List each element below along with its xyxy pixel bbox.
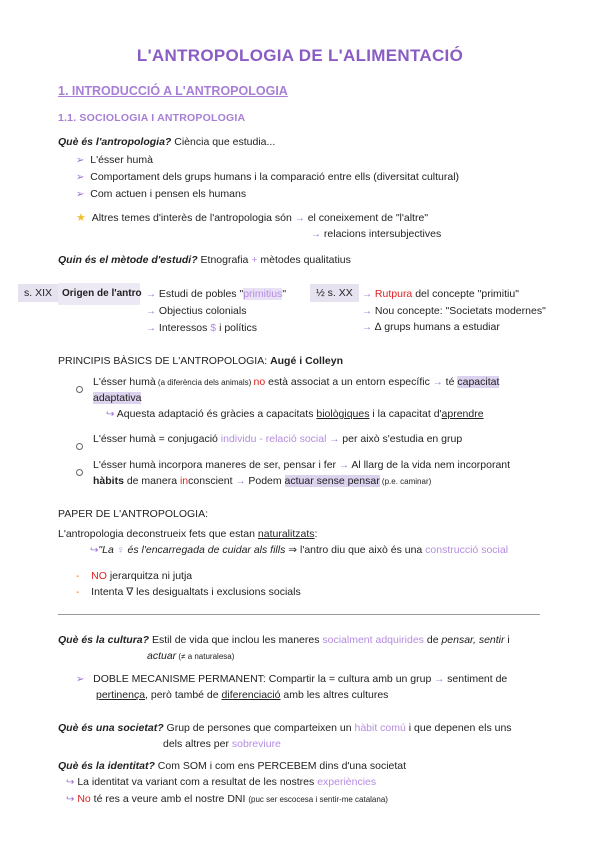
p1d: està associat a un entorn específic <box>265 376 430 388</box>
arrow-icon: → <box>432 377 443 388</box>
arrow-icon: ↪ <box>66 794 75 805</box>
q1-line <box>58 136 275 148</box>
identitat-label: Què és la identitat? <box>58 760 155 772</box>
sxx-line1 <box>362 288 519 300</box>
cultura-line2 <box>147 650 234 662</box>
q1-star-text: Altres temes d'interès de l'antropologia són <box>91 212 292 224</box>
societat-sobreviure: sobreviure <box>231 738 281 750</box>
q1-star-b-line <box>311 228 441 240</box>
arrow-icon: → <box>146 323 156 334</box>
sxix-line2 <box>146 305 246 317</box>
star-icon: ★ <box>76 212 86 224</box>
arrow-icon: → <box>362 322 372 333</box>
q2-text: Etnografia <box>197 254 249 266</box>
p1h: Aquesta adaptació és gràcies a capacitats <box>116 408 317 420</box>
p1-no: no <box>253 376 266 388</box>
q1-star-b: relacions intersubjectives <box>323 228 442 240</box>
identitat-line2 <box>66 776 376 788</box>
principi-1-line3 <box>106 408 484 420</box>
sxx-l2: Nou concepte: "Societats modernes" <box>374 305 546 317</box>
arrow-icon: → <box>362 289 372 300</box>
p2-individu: individu - relació social <box>220 433 327 445</box>
q1-item <box>76 171 459 183</box>
principi-1-line1 <box>93 376 499 388</box>
p1j: i la capacitat d' <box>369 408 442 420</box>
q1-star-a: el coneixement de "l'altre" <box>307 212 429 224</box>
q1-item-text: Comportament dels grups humans i la comparació entre ells (diversitat cultural) <box>90 171 460 183</box>
sxix-title: Origen de l'antro <box>62 288 142 299</box>
p1b: (a diferència dels animals) <box>155 378 254 387</box>
paper-l2c: és l'encarregada de cuidar als fills <box>124 544 286 556</box>
paper-l1c: : <box>314 528 318 540</box>
paper-l1a: L'antropologia deconstrueix fets que estan <box>58 528 258 540</box>
arrow-icon: ↪ <box>66 777 75 788</box>
p1-aprendre: aprendre <box>441 408 484 420</box>
societat-habit: hàbit comú <box>354 722 406 734</box>
sxix-tag: s. XIX <box>18 284 58 302</box>
arrow-bullet-icon: ➢ <box>76 172 85 183</box>
plus-sign: + <box>251 254 258 266</box>
paper-line4: - Intenta ∇ les desigualtats i exclusions socials <box>76 586 301 598</box>
p3d: de manera <box>123 475 180 487</box>
cultura-pertinenca: pertinença <box>96 689 146 701</box>
q1-item-text: Com actuen i pensen els humans <box>90 188 247 200</box>
arrow-icon: → <box>434 674 445 685</box>
arrow-icon: → <box>146 289 156 300</box>
paper-line1 <box>58 528 317 540</box>
principi-3-line2 <box>93 475 431 487</box>
p2a: L'ésser humà = conjugació <box>93 433 221 445</box>
cultura-e: i <box>504 634 510 646</box>
paper-construccio: construcció social <box>425 544 509 556</box>
paper-l3b: jerarquitza ni jutja <box>106 570 193 582</box>
paper-line2 <box>90 544 508 556</box>
cultura-label: Què és la cultura? <box>58 634 150 646</box>
p3i: (p.e. caminar) <box>379 477 432 486</box>
sxix-line1 <box>146 288 286 300</box>
sxx-rutpura: Rutpura <box>374 288 413 300</box>
q1-item-text: L'ésser humà <box>90 154 153 166</box>
arrow-bullet-icon: ➢ <box>76 155 85 166</box>
identitat-line3 <box>66 793 388 805</box>
identitat-no: No <box>77 793 91 805</box>
cultura-a: Estil de vida que inclou les maneres <box>149 634 323 646</box>
q1-label: Què és l'antropologia? <box>58 136 172 148</box>
principi-3-line1 <box>93 459 510 471</box>
cultura-d: pensar, sentir <box>441 634 505 646</box>
q1-star-line <box>76 211 428 224</box>
paper-line3: - NO jerarquitza ni jutja <box>76 570 193 582</box>
p3b: Al llarg de la vida nem incorporant <box>351 459 511 471</box>
section-heading: 1. INTRODUCCIÓ A L'ANTROPOLOGIA <box>58 84 288 98</box>
principis-heading <box>58 355 343 367</box>
identitat-l2c: (puc ser escocesa i sentir-me catalana) <box>248 795 388 804</box>
societat-a: Grup de persones que comparteixen un <box>163 722 355 734</box>
q1-item <box>76 154 153 166</box>
sxix-l1c: " <box>282 288 287 300</box>
arrow-icon: ↪ <box>106 409 115 420</box>
arrow-icon: → <box>338 460 349 471</box>
p1-capacitat: capacitat <box>457 376 500 388</box>
cultura-g: (≠ a naturalesa) <box>176 652 235 661</box>
p3-in: in <box>179 475 189 487</box>
p2c: per això s'estudia en grup <box>339 433 463 445</box>
sxix-primitius: primitius <box>243 288 283 300</box>
identitat-experiencies: experiències <box>317 776 377 788</box>
sxx-line2 <box>362 305 546 317</box>
page-title: L'ANTROPOLOGIA DE L'ALIMENTACIÓ <box>136 46 464 65</box>
societat-label: Què és una societat? <box>58 722 164 734</box>
sxx-tag: ½ s. XX <box>310 284 359 302</box>
q1-item <box>76 188 246 200</box>
paper-l4: Intenta ∇ les desigualtats i exclusions socials <box>91 586 301 598</box>
arrow-icon: → <box>311 229 321 240</box>
principi-1-line2 <box>93 392 141 404</box>
societat-line2 <box>163 738 281 750</box>
paper-heading: PAPER DE L'ANTROPOLOGIA: <box>58 508 209 520</box>
sxix-l1a: Estudi de pobles " <box>158 288 244 300</box>
arrow-bullet-icon: ➢ <box>76 674 85 685</box>
societat-c: i que depenen els uns <box>405 722 512 734</box>
cultura-socialment: socialment adquirides <box>322 634 424 646</box>
p3f: conscient <box>188 475 233 487</box>
sxix-l3c: i polítics <box>219 322 257 334</box>
arrow-icon: → <box>294 213 305 224</box>
identitat-l2b: té res a veure amb el nostre DNI <box>90 793 249 805</box>
societat-line1 <box>58 722 512 734</box>
q2-line <box>58 254 351 266</box>
arrow-icon: → <box>362 306 372 317</box>
p1a: L'ésser humà <box>93 376 156 388</box>
sxx-l3: ∆ grups humans a estudiar <box>374 321 500 333</box>
principis-authors: Augé i Colleyn <box>270 355 343 367</box>
cultura-actuar: actuar <box>147 650 177 662</box>
identitat-a: Com SOM i com ens PERCEBEM dins d'una societat <box>154 760 407 772</box>
cultura-m2: sentiment de <box>447 673 508 685</box>
q1-text: Ciència que estudia... <box>171 136 276 148</box>
sxix-l2: Objectius colonials <box>158 305 247 317</box>
bullet-circle <box>76 463 83 481</box>
arrow-icon: → <box>235 476 246 487</box>
principis-head: PRINCIPIS BÀSICS DE L'ANTROPOLOGIA: <box>58 355 271 367</box>
bullet-circle <box>76 437 83 455</box>
cultura-m1: DOBLE MECANISME PERMANENT: Compartir la = cultura amb un grup <box>93 673 432 685</box>
bullet-circle <box>76 380 83 398</box>
identitat-l1a: La identitat va variant com a resultat de les nostres <box>77 776 318 788</box>
paper-no: NO <box>91 570 107 582</box>
dollar-sign: $ <box>210 322 217 334</box>
identitat-line1 <box>58 760 406 772</box>
p1-biologiques: biològiques <box>316 408 370 420</box>
female-icon: ♀ <box>116 544 125 556</box>
p3-habits: hàbits <box>93 475 124 487</box>
cultura-m6: amb les altres cultures <box>280 689 389 701</box>
q2-text2: mètodes qualitatius <box>260 254 351 266</box>
principi-2 <box>93 433 462 445</box>
arrow-bullet-icon: ➢ <box>76 189 85 200</box>
paper-l2d: ⇒ l'antro diu que això és una <box>285 544 426 556</box>
divider <box>58 614 540 615</box>
cultura-diferenciacio: diferenciació <box>221 689 281 701</box>
sxx-line3 <box>362 321 500 333</box>
p3a: L'ésser humà incorpora maneres de ser, pensar i fer <box>93 459 337 471</box>
sxx-l1b: del concepte "primitiu" <box>412 288 519 300</box>
sxix-line3 <box>146 322 257 334</box>
paper-naturalitzats: naturalitzats <box>257 528 315 540</box>
cultura-c: de <box>423 634 442 646</box>
sxix-l3a: Interessos <box>158 322 208 334</box>
arrow-icon: → <box>146 306 156 317</box>
p1-adaptativa: adaptativa <box>93 392 142 404</box>
cultura-mech-line1 <box>76 673 507 685</box>
subsection-heading: 1.1. SOCIOLOGIA I ANTROPOLOGIA <box>58 112 246 124</box>
arrow-icon: ↪ <box>90 545 99 556</box>
p1e: té <box>445 376 458 388</box>
arrow-icon: → <box>329 434 340 445</box>
societat-d: dels altres per <box>163 738 232 750</box>
cultura-line1 <box>58 634 510 646</box>
p3g: Podem <box>248 475 285 487</box>
p3-actuar: actuar sense pensar <box>284 475 380 487</box>
paper-l2a: "La <box>98 544 117 556</box>
cultura-m4: , però també de <box>145 689 222 701</box>
cultura-mech-line2 <box>96 689 388 701</box>
q2-label: Quin és el mètode d'estudi? <box>58 254 198 266</box>
